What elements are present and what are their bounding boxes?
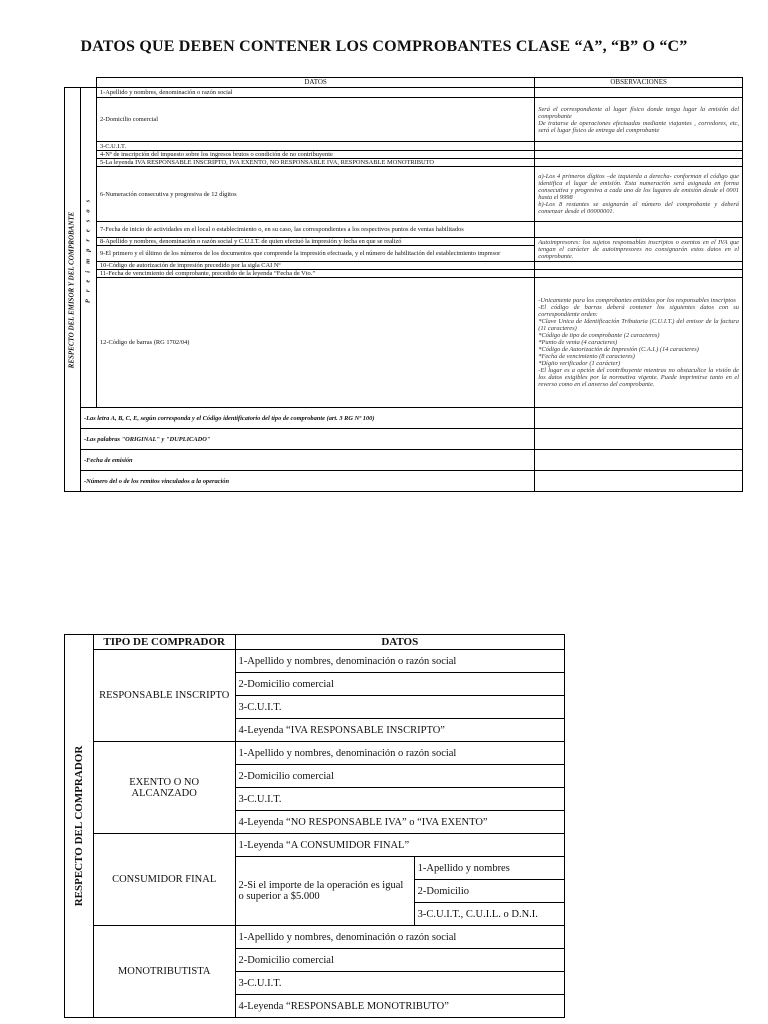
dato-cf-2: 2-Si el importe de la operación es igual o superior a $5.000 — [235, 857, 414, 926]
table-row — [65, 151, 743, 159]
dato-12: 12-Código de barras (RG 1702/04) — [96, 278, 534, 408]
dato-ri-3: 3-C.U.I.T. — [235, 696, 564, 719]
dato-6: 6-Numeración consecutiva y progresiva de 12 dígitos — [96, 167, 534, 222]
emisor-table — [64, 77, 743, 492]
dato-8: 8-Apellido y nombres, denominación o razón social y C.U.I.T. de quien efectuó la impresión y fecha en que se realizó — [96, 238, 534, 246]
dato-11: 11-Fecha de vencimiento del comprobante, precedido de la leyenda “Fecha de Vto.” — [96, 270, 534, 278]
dato-ex-2: 2-Domicilio comercial — [235, 765, 564, 788]
header-datos: DATOS — [96, 78, 534, 88]
side-label-cell — [65, 88, 81, 492]
tipo-consumidor-final: CONSUMIDOR FINAL — [93, 834, 235, 926]
dato-original-duplicado: -Las palabras "ORIGINAL" y "DUPLICADO" — [80, 429, 534, 450]
table-row — [65, 270, 743, 278]
side-label-emisor: RESPECTO DEL EMISOR Y DEL COMPROBANTE — [67, 211, 76, 368]
sub-dato-cf-1: 1-Apellido y nombres — [414, 857, 564, 880]
table-row — [65, 471, 743, 492]
table-row — [65, 142, 743, 151]
dato-fecha-emision: -Fecha de emisión — [80, 450, 534, 471]
tipo-exento: EXENTO O NO ALCANZADO — [93, 742, 235, 834]
table-row — [65, 262, 743, 270]
table-row — [65, 429, 743, 450]
obs-6: a)-Los 4 primeros dígitos –de izquierda a derecha- conforman el código que identifica el lugar de emisión. Esta numeración será asignada en forma consecutiva y progresiva a cada uno de los lugares de emisión desde el 0001 hasta el 9998 b)-Los 8 restantes se asignarán al número del comprobante y deberá comenzar desde el 00000001. — [535, 167, 743, 222]
dato-7: 7-Fecha de inicio de actividades en el local o establecimiento o, en su caso, las correspondientes a los respectivos puntos de ventas habilitados — [96, 222, 534, 238]
side-label-comprador: RESPECTO DEL COMPRADOR — [72, 745, 85, 907]
dato-9: 9-El primero y el último de los números de los documentos que comprende la impresión efectuada, y el número de habilitación del establecimiento impresor — [96, 246, 534, 262]
dato-2: 2-Domicilio comercial — [96, 98, 534, 142]
sub-dato-cf-3: 3-C.U.I.T., C.U.I.L. o D.N.I. — [414, 903, 564, 926]
table-row — [65, 450, 743, 471]
dato-5: 5-La leyenda IVA RESPONSABLE INSCRIPTO, IVA EXENTO, NO RESPONSABLE IVA, RESPONSABLE MONOTRIBUTO — [96, 159, 534, 167]
dato-mt-3: 3-C.U.I.T. — [235, 972, 564, 995]
dato-mt-1: 1-Apellido y nombres, denominación o razón social — [235, 926, 564, 949]
side-label-preimpresos: Preimpresos — [84, 192, 92, 303]
header-datos: DATOS — [235, 635, 564, 650]
dato-3: 3-C.U.I.T. — [96, 142, 534, 151]
obs-12: -Unicamente para los comprobantes emitidos por los responsables inscriptos -El código de barras deberá contener los siguientes datos con su correspondiente orden: *Clave Unica de Identificación Tributaria (C.U.I.T.) del emisor de la factura (11 caracteres) *Código de tipo de comprobante (2 caracteres) *Punto de venta (4 caracteres) *Código de Autorización de Impresión (C.A.I.) (14 caracteres) *Fecha de vencimiento (8 caracteres) *Dígito verificador (1 carácter) -El lugar es a opción del contribuyente mientras no obstaculice la visión de los datos exigibles por la normativa vigente. Puede imprimirse tanto en el reverso como en el anverso del comprobante. — [535, 278, 743, 408]
dato-ri-4: 4-Leyenda “IVA RESPONSABLE INSCRIPTO” — [235, 719, 564, 742]
table-row — [65, 98, 743, 142]
table-row — [65, 926, 565, 949]
table-row — [65, 834, 565, 857]
dato-mt-2: 2-Domicilio comercial — [235, 949, 564, 972]
dato-cf-1: 1-Leyenda “A CONSUMIDOR FINAL” — [235, 834, 564, 857]
table-row — [65, 742, 565, 765]
table-row — [65, 159, 743, 167]
dato-ex-3: 3-C.U.I.T. — [235, 788, 564, 811]
dato-ex-1: 1-Apellido y nombres, denominación o razón social — [235, 742, 564, 765]
table-row — [65, 650, 565, 673]
dato-ex-4: 4-Leyenda “NO RESPONSABLE IVA” o “IVA EXENTO” — [235, 811, 564, 834]
dato-10: 10-Código de autorización de impresión precedido por la sigla CAI Nº — [96, 262, 534, 270]
dato-ri-1: 1-Apellido y nombres, denominación o razón social — [235, 650, 564, 673]
header-observaciones: OBSERVACIONES — [535, 78, 743, 88]
side-label-cell-2 — [80, 88, 96, 408]
dato-4: 4-Nº de inscripción del impuesto sobre los ingresos brutos o condición de no contribuyente — [96, 151, 534, 159]
obs-8: Autoimpresores: los sujetos responsables inscriptos o exentos en el IVA que tengan el carácter de autoimpresores no consignarán estos datos en el comprobante. — [535, 238, 743, 262]
sub-dato-cf-2: 2-Domicilio — [414, 880, 564, 903]
table-header-row — [65, 78, 743, 88]
tipo-monotributista: MONOTRIBUTISTA — [93, 926, 235, 1018]
comprador-table — [64, 634, 565, 1018]
tipo-responsable-inscripto: RESPONSABLE INSCRIPTO — [93, 650, 235, 742]
header-tipo-comprador: TIPO DE COMPRADOR — [93, 635, 235, 650]
table-row — [65, 222, 743, 238]
dato-1: 1-Apellido y nombres, denominación o razón social — [96, 88, 534, 98]
dato-ri-2: 2-Domicilio comercial — [235, 673, 564, 696]
side-label-cell — [65, 635, 94, 1018]
dato-letra: -Las letra A, B, C, E, según corresponda y el Código identificatorio del tipo de comprobante (art. 3 RG Nº 100) — [80, 408, 534, 429]
dato-remitos: -Número del o de los remitos vinculados a la operación — [80, 471, 534, 492]
dato-mt-4: 4-Leyenda “RESPONSABLE MONOTRIBUTO” — [235, 995, 564, 1018]
table-row — [65, 238, 743, 246]
table-row — [65, 167, 743, 222]
table-header-row — [65, 635, 565, 650]
obs-2: Será el correspondiente al lugar físico donde tenga lugar la emisión del comprobante De tratarse de operaciones efectuadas mediante viajantes , corredores, etc, será el lugar físico de entrega del comprobante — [535, 98, 743, 142]
table-row — [65, 88, 743, 98]
page-title: DATOS QUE DEBEN CONTENER LOS COMPROBANTES CLASE “A”, “B” O “C” — [80, 38, 688, 55]
table-row — [65, 278, 743, 408]
table-row — [65, 408, 743, 429]
